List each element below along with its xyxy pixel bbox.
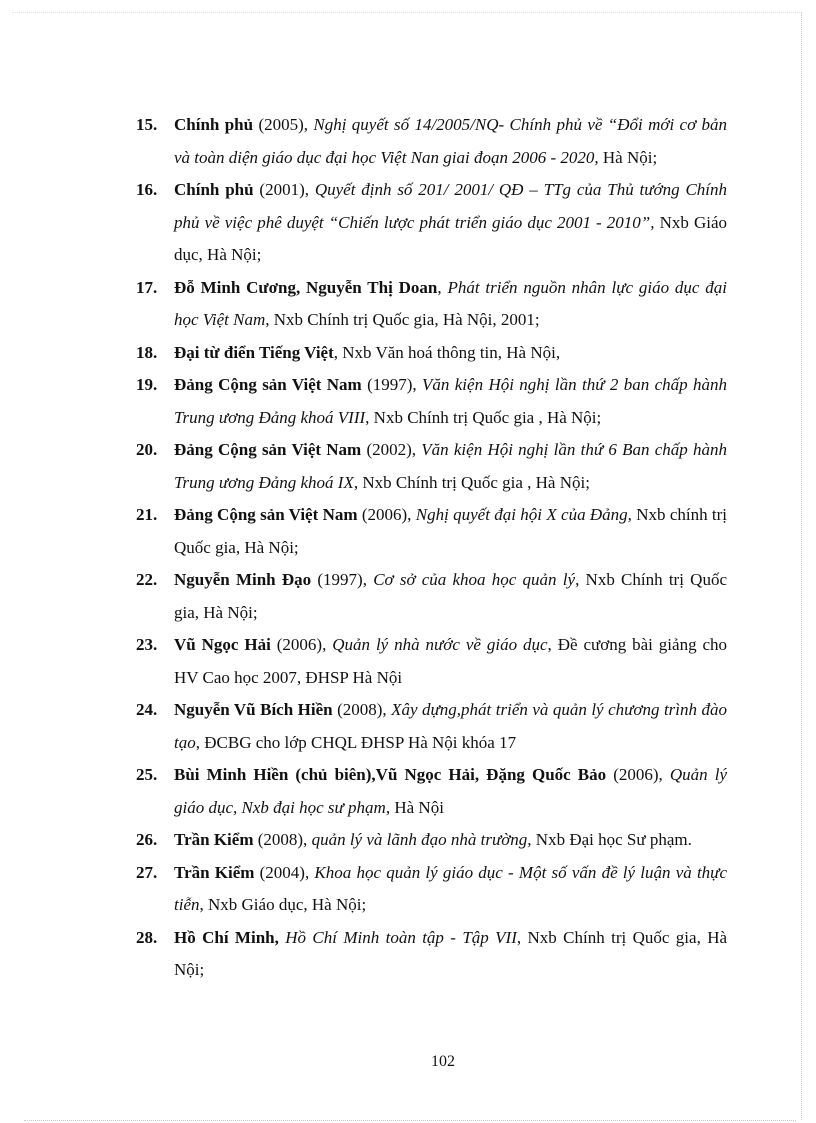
reference-text: ,	[437, 277, 448, 297]
reference-text: , Nxb Giáo dục, Hà Nội;	[199, 895, 367, 914]
reference-title: Quyết định số 201/ 2001/ QĐ – TTg của Thủ tướng Chính phủ về việc phê duyệt “Chiến lược phát triển giáo dục 2001 - 2010”,	[174, 180, 728, 232]
reference-item	[136, 694, 727, 759]
reference-item	[136, 564, 727, 629]
reference-text: (1997),	[311, 570, 374, 589]
reference-number: 23.	[136, 635, 158, 654]
reference-item	[136, 109, 727, 174]
reference-title: Cơ sở của khoa học quản lý	[373, 570, 576, 589]
reference-text: Nxb chính trị Quốc gia, Hà Nội;	[174, 505, 728, 557]
page-bottom-rule	[24, 1120, 796, 1121]
reference-text: (2002),	[361, 440, 422, 459]
reference-title: Quản lý giáo dục, Nxb đại học sư phạm	[174, 765, 728, 817]
reference-number: 21.	[136, 505, 158, 524]
reference-text: , Đề cương bài giảng cho HV Cao học 2007, ĐHSP Hà Nội	[174, 635, 728, 687]
reference-number: 24.	[136, 700, 158, 719]
reference-item	[136, 857, 727, 922]
reference-title: quản lý và lãnh đạo nhà trường,	[311, 830, 532, 849]
reference-author: Đại từ điển Tiếng Việt	[174, 342, 334, 362]
reference-number: 18.	[136, 342, 158, 362]
reference-author: Trần Kiểm	[174, 830, 254, 849]
reference-number: 22.	[136, 570, 158, 589]
reference-title: Nghị quyết số 14/2005/NQ- Chính phủ về “Đổi mới cơ bản và toàn diện giáo dục đại học Việt Nan giai đoạn 2006 - 2020,	[174, 115, 727, 167]
reference-author: Vũ Ngọc Hải	[174, 635, 271, 654]
reference-author: Chính phủ	[174, 180, 254, 199]
reference-author: Hồ Chí Minh,	[174, 927, 279, 947]
reference-item	[136, 499, 727, 564]
reference-text: (2006),	[606, 765, 670, 784]
reference-number: 15.	[136, 115, 158, 134]
reference-author: Nguyễn Vũ Bích Hiền	[174, 700, 333, 719]
reference-author: Trần Kiểm	[174, 862, 255, 882]
reference-item	[136, 369, 727, 434]
reference-title: Nghị quyết đại hội X của Đảng,	[415, 505, 632, 524]
reference-item	[136, 337, 727, 370]
reference-text: (2001),	[253, 180, 315, 199]
reference-item	[136, 174, 727, 272]
reference-title: Văn kiện Hội nghị lần thứ 6 Ban chấp hành Trung ương Đảng khoá IX	[174, 440, 727, 492]
reference-item	[136, 272, 727, 337]
reference-number: 17.	[136, 277, 158, 297]
reference-item	[136, 434, 727, 499]
page-number: 102	[431, 1053, 455, 1070]
reference-text: , Nxb Chính trị Quốc gia, Hà Nội;	[174, 570, 727, 622]
reference-number: 27.	[136, 862, 158, 882]
reference-item	[136, 922, 727, 987]
reference-title: Xây dựng,phát triển và quản lý chương trình đào tạo	[174, 700, 727, 752]
reference-text: Nxb Đại học Sư phạm.	[531, 830, 692, 849]
reference-text: Hà Nội;	[598, 147, 658, 167]
reference-author: Bùi Minh Hiền (chủ biên),Vũ Ngọc Hải, Đặng Quốc Bảo	[174, 765, 607, 784]
reference-number: 19.	[136, 375, 158, 394]
reference-author: Đỗ Minh Cương, Nguyễn Thị Doan	[174, 277, 438, 297]
reference-author: Chính phủ	[174, 115, 254, 134]
reference-title: Khoa học quản lý giáo dục - Một số vấn đề lý luận và thực tiễn	[174, 862, 727, 914]
reference-title: Hồ Chí Minh toàn tập - Tập VII	[285, 927, 517, 947]
reference-text: (2006),	[270, 635, 333, 654]
reference-author: Đảng Cộng sản Việt Nam	[174, 375, 362, 394]
reference-text: (2006),	[357, 505, 416, 524]
reference-number: 20.	[136, 440, 158, 459]
reference-number: 16.	[136, 180, 158, 199]
reference-author: Nguyễn Minh Đạo	[174, 570, 312, 589]
reference-item	[136, 759, 727, 824]
reference-title: Phát triển nguồn nhân lực giáo dục đại học Việt Nam	[174, 277, 727, 329]
reference-text: (2004),	[254, 862, 315, 882]
reference-text: (2005),	[253, 115, 314, 134]
reference-item	[136, 629, 727, 694]
reference-text: Nxb Giáo dục, Hà Nội;	[174, 212, 728, 264]
reference-author: Đảng Cộng sản Việt Nam	[174, 505, 358, 524]
reference-text: , Hà Nội	[385, 797, 444, 817]
reference-title: Văn kiện Hội nghị lần thứ 2 ban chấp hành Trung ương Đảng khoá VIII	[174, 375, 727, 427]
reference-text: (2008),	[332, 700, 392, 719]
reference-number: 28.	[136, 927, 158, 947]
reference-item	[136, 824, 727, 857]
reference-text: , ĐCBG cho lớp CHQL ĐHSP Hà Nội khóa 17	[195, 732, 517, 752]
reference-text: (2008),	[253, 830, 312, 849]
reference-text: , Nxb Văn hoá thông tin, Hà Nội,	[333, 342, 561, 362]
reference-list	[136, 109, 727, 987]
reference-text: , Nxb Chính trị Quốc gia , Hà Nội;	[353, 472, 590, 492]
reference-title: Quản lý nhà nước về giáo dục	[332, 635, 548, 654]
reference-text: (1997),	[361, 375, 423, 394]
reference-author: Đảng Cộng sản Việt Nam	[174, 440, 362, 459]
reference-number: 25.	[136, 765, 158, 784]
reference-number: 26.	[136, 830, 158, 849]
reference-text: , Nxb Chính trị Quốc gia, Hà Nội, 2001;	[265, 310, 540, 329]
reference-text: , Nxb Chính trị Quốc gia , Hà Nội;	[365, 407, 602, 427]
reference-text: , Nxb Chính trị Quốc gia, Hà Nội;	[174, 927, 728, 979]
